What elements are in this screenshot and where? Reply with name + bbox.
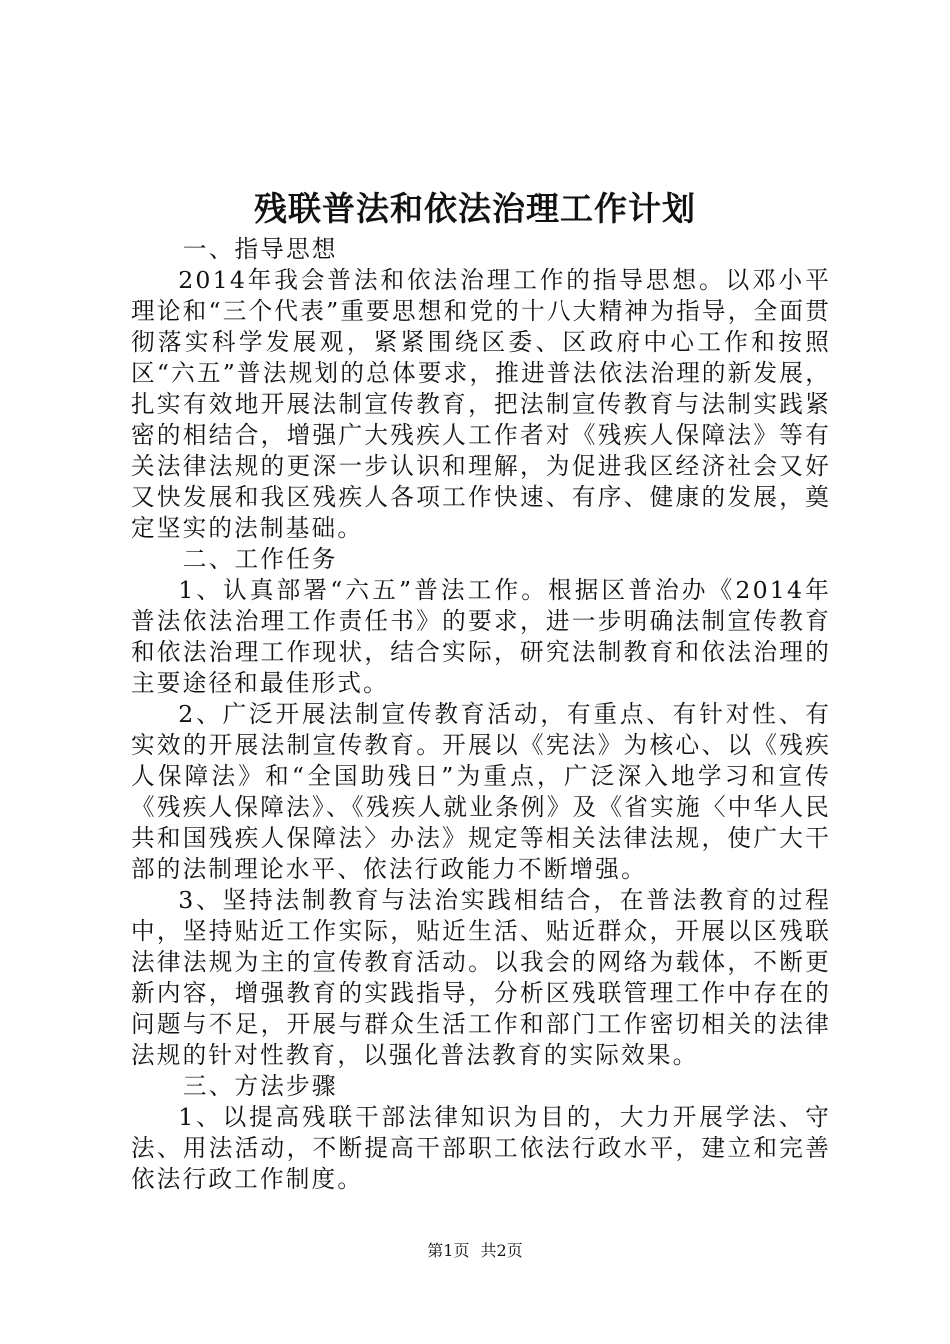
paragraph-task-1: 1、认真部署“六五”普法工作。根据区普治办《2014年普法依法治理工作责任书》的要求，进一步明确法制宣传教育和依法治理工作现状，结合实际，研究法制教育和依法治理的主要途径和最佳形式。	[131, 576, 831, 697]
page-total: 共2页	[480, 1241, 523, 1260]
document-body	[131, 234, 831, 1195]
paragraph-guiding-thought: 2014年我会普法和依法治理工作的指导思想。以邓小平理论和“三个代表”重要思想和党的十八大精神为指导，全面贯彻落实科学发展观，紧紧围绕区委、区政府中心工作和按照区“六五”普法规划的总体要求，推进普法依法治理的新发展，扎实有效地开展法制宣传教育，把法制宣传教育与法制实践紧密的相结合，增强广大残疾人工作者对《残疾人保障法》等有关法律法规的更深一步认识和理解，为促进我区经济社会又好又快发展和我区残疾人各项工作快速、有序、健康的发展，奠定坚实的法制基础。	[131, 266, 831, 542]
section-heading-methods: 三、方法步骤	[182, 1072, 338, 1100]
paragraph-task-3: 3、坚持法制教育与法治实践相结合，在普法教育的过程中，坚持贴近工作实际，贴近生活、贴近群众，开展以区残联法律法规为主的宣传教育活动。以我会的网络为载体，不断更新内容，增强教育的实践指导，分析区残联管理工作中存在的问题与不足，开展与群众生活工作和部门工作密切相关的法律法规的针对性教育，以强化普法教育的实际效果。	[131, 886, 831, 1069]
document-title: 残联普法和依法治理工作计划	[254, 189, 696, 228]
section-heading-guiding-thought: 一、指导思想	[182, 235, 338, 263]
paragraph-task-2: 2、广泛开展法制宣传教育活动，有重点、有针对性、有实效的开展法制宣传教育。开展以《宪法》为核心、以《残疾人保障法》和“全国助残日”为重点，广泛深入地学习和宣传《残疾人保障法》、《残疾人就业条例》及《省实施〈中华人民共和国残疾人保障法〉办法》规定等相关法律法规，使广大干部的法制理论水平、依法行政能力不断增强。	[131, 700, 831, 883]
page-footer	[0, 1240, 950, 1262]
section-heading-work-tasks: 二、工作任务	[182, 545, 338, 573]
page-number: 第1页	[427, 1241, 470, 1260]
paragraph-method-1: 1、以提高残联干部法律知识为目的，大力开展学法、守法、用法活动，不断提高干部职工依法行政水平，建立和完善依法行政工作制度。	[131, 1103, 831, 1193]
